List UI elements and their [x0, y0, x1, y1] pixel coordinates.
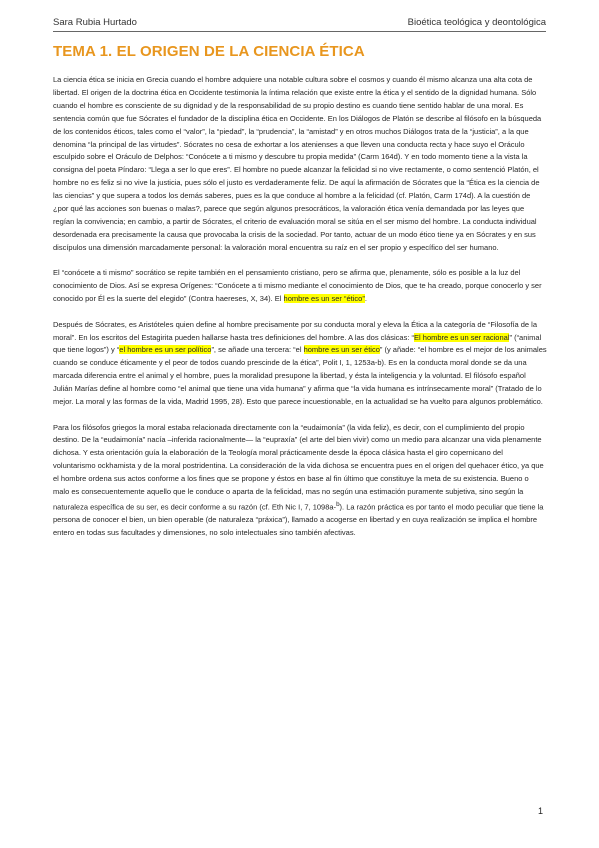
paragraph-4-text: Para los filósofos griegos la moral estaba relacionada directamente con la “eudaimonía” (la vida feliz), es decir, con el cumplimiento del propio destino. De la “eudaimonía” nacía –inferida racionalmente— la “eupraxía” (el arte del bien vivir) como un medio para alcanzar una vida plenamente dichosa. Y esta orientación guía la elaboración de la Teología moral prácticamente desde la época clásica hasta el giro copernicano del voluntarismo ockhamista y de la moral postridentina. La consideración de la vida dichosa se encuentra pues en el origen del quehacer ético, ya que el hombre ordena sus actos conforme a los fines que se propone y éstos en base al fin último que constituye la meta de su existencia. Bueno o malo es consecuentemente aquello que le conduce o aparta de la felicidad, mas no según una estimación puramente subjetiva, sino según la naturaleza específica de su ser, es decir conforme a su razón (cf. Eth Nic I, 7, 1098a-	[53, 422, 544, 512]
paragraph-4-superscript: b	[336, 500, 340, 508]
paragraph-3	[53, 319, 547, 409]
paragraph-1: La ciencia ética se inicia en Grecia cuando el hombre adquiere una notable cultura sobre el cosmos y cuando él mismo alcanza una alta cota de libertad. El origen de la doctrina ética en Occidente testimonia la íntima relación que existe entre la ética y el sentido de la dignidad humana. Sólo cuando el hombre es consciente de su dignidad y de la responsabilidad de su propio destino es cuando tiene sentido hablar de una moral. Es sentencia común que fue Sócrates el fundador de la disciplina ética en Occidente. En los Diálogos de Platón se describe al filósofo en la búsqueda de los contenidos éticos, tales como el “valor”, la “piedad”, la “prudencia”, la “amistad” y en otros muchos Diálogos trata de la “justicia”, a la que denomina “la principal de las virtudes”. Sócrates no cesa de exhortar a los atenienses a que lleven una conducta recta y hace suyo el Oráculo esculpido sobre el Oráculo de Delphos: “Conócete a ti mismo y descubre tu propia medida” (Carm 164d). Y en todo momento tiene a la vista la consigna del poeta Píndaro: “Llega a ser lo que eres”. El hombre no puede alcanzar la felicidad si no vive rectamente, o como sentenció Platón, el hombre no es feliz si no vive la justicia, pues sólo el justo es verdaderamente feliz. De aquí la afirmación de Sócrates que la “Ética es la ciencia de las ciencias” y que supera a todos los demás saberes, pues es la que conduce al hombre a la felicidad (cf. Platón, Carm 174d). A la cuestión de ¿por qué las acciones son buenas o malas?, parece que según algunos presocráticos, la valoración ética venía demandada por las leyes que regían la convivencia; en cambio, a partir de Sócrates, el criterio de evaluación moral se sitúa en el ser mismo del hombre. La conducta individual desordenada era precisamente la causa que provocaba la crisis de la sociedad. Por tanto, actuar de un modo ético tiene ya en Sócrates y en sus discípulos una dimensión marcadamente personal: la valoración moral encuentra su raíz en el ser propio y específico del ser humano.	[53, 75, 542, 252]
header-course: Bioética teológica y deontológica	[407, 17, 546, 28]
page-title: TEMA 1. EL ORIGEN DE LA CIENCIA ÉTICA	[53, 43, 365, 60]
page-number: 1	[537, 806, 543, 816]
highlight-political-being: el hombre es un ser político	[119, 345, 212, 355]
highlight-ethical-being-2: hombre es un ser ético	[303, 345, 380, 355]
paragraph-3-text-d: ” (y añade: “el hombre es el mejor de los animales cuando se conduce éticamente y el peor de todos cuando prescinde de la ética”, Polit I, 1, 1253a-b). Es en la conducta moral donde se da una marcada diferencia entre el animal y el hombre, pues la moralidad presupone la libertad, y ésta la inteligencia y la voluntad. El filósofo español Julián Marías define al hombre como “el animal que tiene una vida humana” y afirma que “la vida humana es intrínsecamente moral” (Tratado de lo mejor. La moral y las formas de la vida, Madrid 1995, 28). Esto que parece incuestionable, en la actualidad se ha vuelto para algunos problemático.	[53, 345, 547, 407]
header-author: Sara Rubia Hurtado	[53, 17, 137, 28]
paragraph-4-end: ). La razón práctica es por tanto el modo peculiar que tiene la persona de conocer el bien, un bien operable (de naturaleza “práxica”), llamado a acogerse en libertad y en cuya realización se implica el hombre entero en todas sus facultades y dimensiones, no solo intelectuales sino también afectivas.	[53, 502, 544, 538]
paragraph-4	[53, 422, 547, 541]
paragraph-2-text: El “conócete a ti mismo” socrático se repite también en el pensamiento cristiano, pero se afirma que, plenamente, sólo es posible a la luz del conocimiento de Dios. Así se expresa Orígenes: “Conócete a ti mismo mediante el conocimiento de Dios, que te ha creado, porque conocerlo y ser conocido por Él es la suerte del elegido” (Contra haereses, X, 34). El	[53, 268, 542, 304]
paragraph-2-end: .	[364, 294, 367, 304]
document-body	[53, 74, 547, 553]
header-divider	[53, 31, 546, 32]
paragraph-3-text-c: ”, se añade una tercera: “el	[211, 345, 304, 355]
highlight-rational-being: El hombre es un ser racional	[414, 332, 510, 342]
paragraph-2	[53, 267, 547, 306]
paragraph-3-text-a: Después de Sócrates, es Aristóteles quien define al hombre precisamente por su conducta moral y eleva la Ética a la categoría de “Filosofía de la moral”. En los escritos del Estagirita pueden hallarse hasta tres definiciones del hombre. A las dos clásicas: “	[53, 319, 538, 342]
highlight-ethical-being: hombre es un ser “ético”	[283, 294, 365, 304]
paragraph-3-text-b: ” (“animal que tiene logos”) y “	[53, 332, 542, 355]
